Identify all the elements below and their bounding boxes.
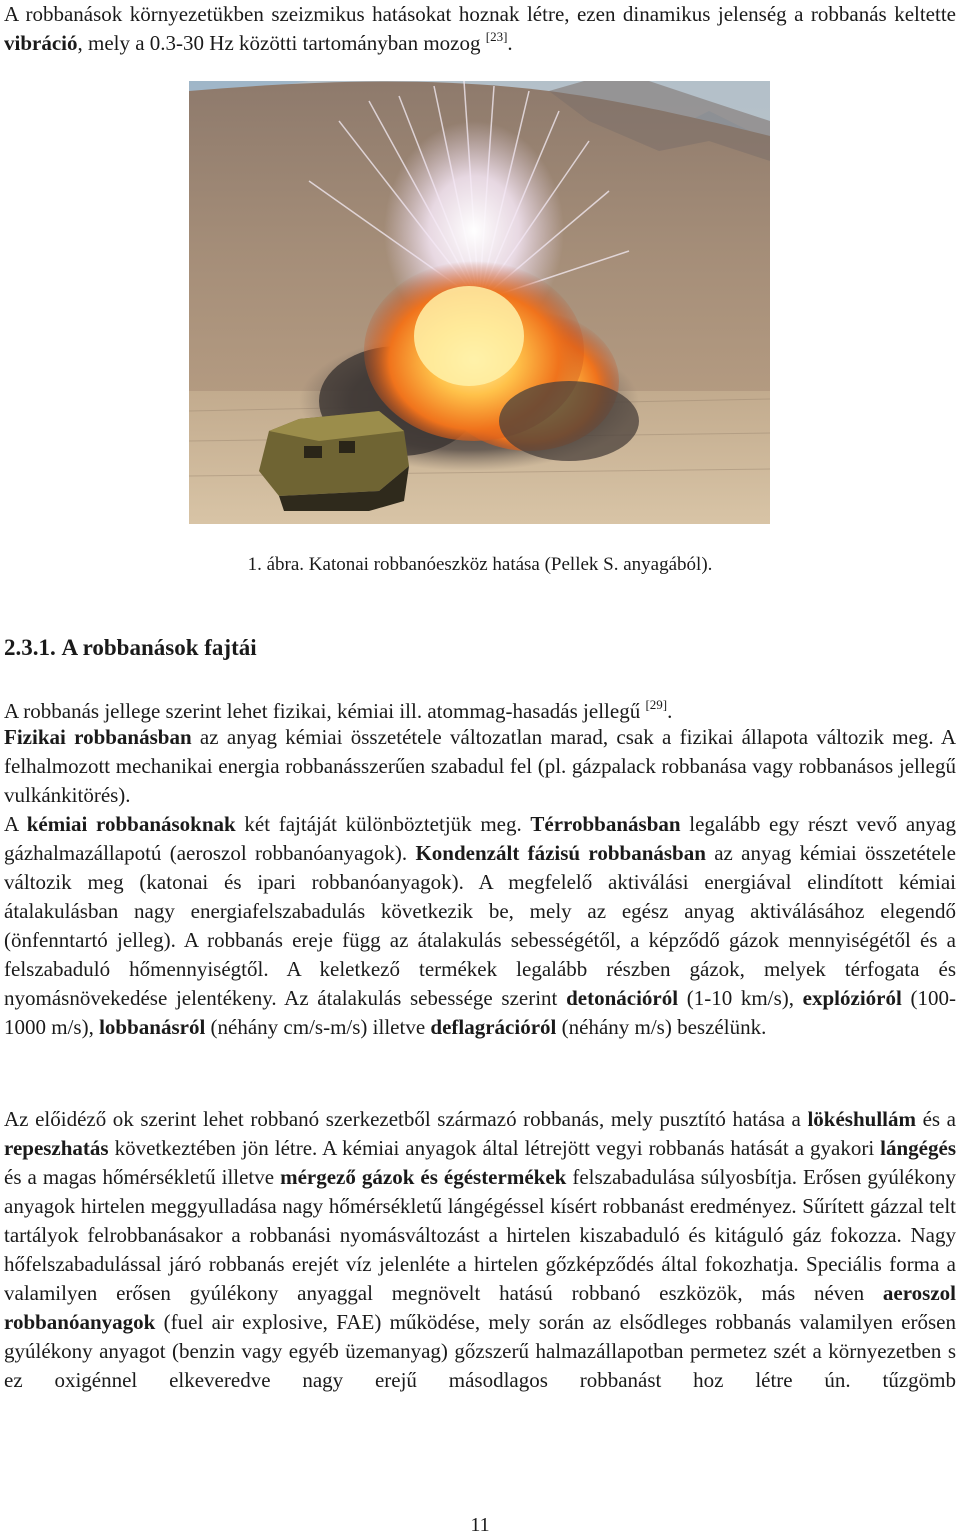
section-number: 2.3.1.	[4, 635, 56, 660]
paragraph-physical	[4, 723, 956, 810]
bold-term: Fizikai robbanásban	[4, 725, 192, 749]
bold-term: explózióról	[802, 986, 902, 1010]
figure-caption: 1. ábra. Katonai robbanóeszköz hatása (Pellek S. anyagából).	[247, 554, 713, 575]
bold-term: lángégés	[880, 1136, 956, 1160]
bold-term: repeszhatás	[4, 1136, 109, 1160]
text: A	[4, 812, 27, 836]
text: az anyag kémiai összetétele változatlan marad, csak a fizikai állapota változik meg. A felhalmozott mechanikai energia robbanásszerűen szabadul fel (pl. gázpalack robbanása vagy robbanásos jellegű vulkánkitörés).	[4, 725, 956, 807]
text: Az előidéző ok szerint lehet robbanó szerkezetből származó robbanás, mely pusztító hatása a	[4, 1107, 808, 1131]
section-title-text: A robbanások fajtái	[61, 635, 257, 660]
page-number: 11	[470, 1514, 490, 1536]
bold-term: lökéshullám	[807, 1107, 916, 1131]
text: következtében jön létre. A kémiai anyagok által létrejött vegyi robbanás hatását a gyakori	[108, 1136, 881, 1160]
text: A robbanás jellege szerint lehet fizikai, kémiai ill. atommag-hasadás jellegű	[4, 699, 646, 723]
section-heading	[4, 632, 257, 664]
text: .	[667, 699, 673, 723]
text: az anyag kémiai összetétele változik meg (katonai és ipari robbanóanyagok). A megfelelő aktiválási energiával elindított kémiai átalakulásban nagy energiafelszabadulás következik be, mely az egész anyag aktiválásához elegendő (önfenntartó jelleg). A robbanás ereje függ az átalakulás sebességétől, a képződő gázok mennyiségétől és a felszabaduló hőmennyiségtől. A keletkező termékek legalább részben gázok, melyek térfogata és nyomásnövekedése jelentékeny. Az átalakulás sebessége szerint	[4, 841, 956, 1010]
bold-term: Kondenzált fázisú robbanásban	[415, 841, 706, 865]
text: (fuel air explosive, FAE) működése, mely során az elsődleges robbanás valamilyen erősen gyúlékony anyagot (benzin vagy egyéb üzemanyag) gőzszerű halmazállapotban permetez szét a környezetben s ez oxigénnel elkeveredve nagy erejű másodlagos robbanást hoz létre ún. tűzgömb	[4, 1310, 956, 1392]
text: (néhány m/s) beszélünk.	[556, 1015, 767, 1039]
bold-term: lobbanásról	[99, 1015, 206, 1039]
bold-term: aeroszol robbanóanyagok	[4, 1281, 956, 1334]
text: felszabadulása súlyosbítja. Erősen gyúlékony anyagok hirtelen meggyulladása nagy hőmérsékletű lángégéssel kísért robbanást eredményez. Sűrített gázzal telt tartályok felrobbanásakor a robbanási nyomásváltozást a hirtelen kiszabaduló és kitáguló gáz fokozza. Nagy hőfelszabadulással járó robbanás erejét víz jelenléte a hirtelen gőzképződés által fokozhatja. Speciális forma a valamilyen erősen gyúlékony anyaggal megnövelt hatású robbanó eszközök, más néven	[4, 1165, 956, 1305]
bold-term: mérgező gázok és égéstermékek	[280, 1165, 567, 1189]
text: és a magas hőmérsékletű illetve	[4, 1165, 281, 1189]
paragraph-chemical	[4, 810, 956, 1042]
text: legalább egy részt vevő anyag gázhalmazállapotú (aeroszol robbanóanyagok).	[4, 812, 956, 865]
vehicle	[259, 411, 409, 511]
text: (néhány cm/s-m/s) illetve	[205, 1015, 431, 1039]
citation-ref: [23]	[485, 29, 508, 44]
citation-ref: [29]	[645, 697, 668, 712]
text: , mely a 0.3-30 Hz közötti tartományban mozog	[77, 31, 486, 55]
text: és a	[915, 1107, 956, 1131]
paragraph-types	[4, 697, 956, 726]
intro-paragraph	[4, 0, 956, 58]
text: A robbanások környezetükben szeizmikus hatásokat hoznak létre, ezen dinamikus jelenség a robbanás keltette	[4, 2, 956, 26]
paragraph-causes	[4, 1105, 956, 1395]
bold-term: kémiai robbanásoknak	[26, 812, 236, 836]
bold-term: Térrobbanásban	[530, 812, 681, 836]
bold-term: deflagrációról	[430, 1015, 557, 1039]
bold-term: vibráció	[4, 31, 78, 55]
bold-term: detonációról	[566, 986, 679, 1010]
text: .	[507, 31, 513, 55]
explosion-photo	[189, 81, 770, 524]
text: (1-10 km/s),	[678, 986, 803, 1010]
text: két fajtáját különböztetjük meg.	[235, 812, 531, 836]
text: (100-1000 m/s),	[4, 986, 956, 1039]
